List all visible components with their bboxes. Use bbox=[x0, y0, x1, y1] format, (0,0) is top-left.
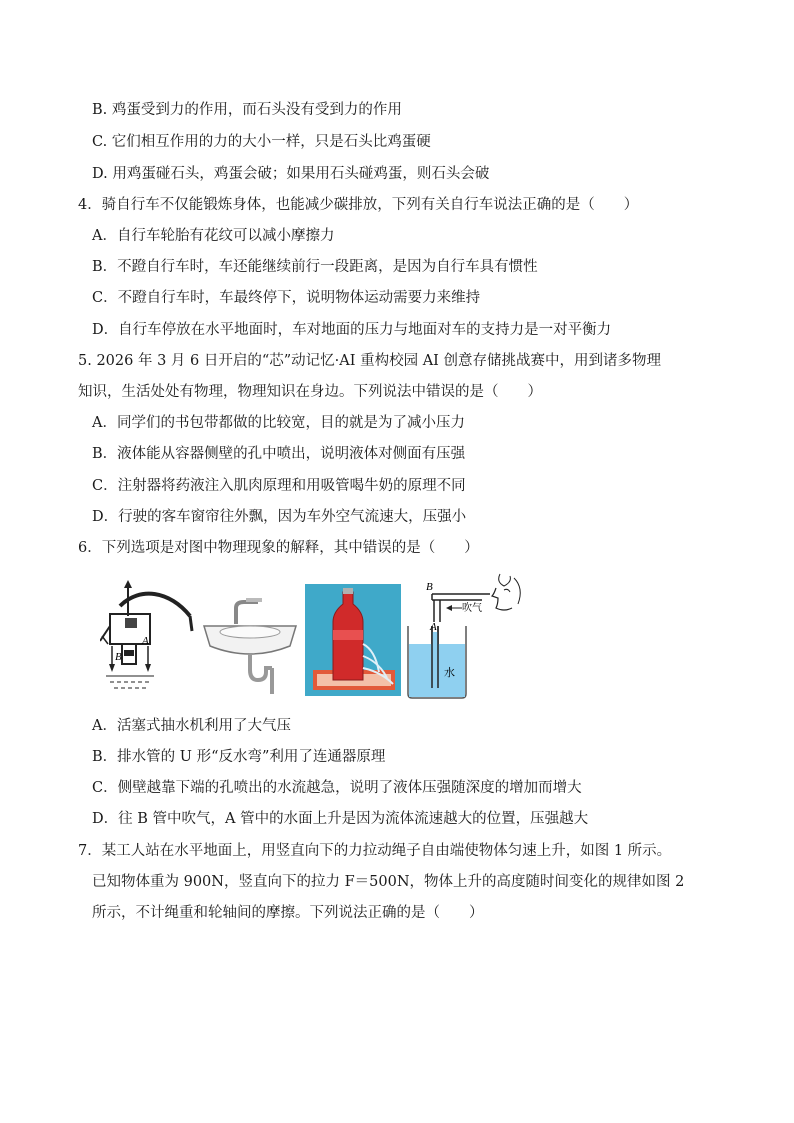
option-text: 液体能从容器侧壁的孔中喷出，说明液体对侧面有压强 bbox=[117, 446, 466, 462]
tube-label-a: A bbox=[430, 621, 437, 633]
blow-label: 吹气 bbox=[462, 603, 482, 614]
option-text: 用鸡蛋碰石头，鸡蛋会破；如果用石头碰鸡蛋，则石头会破 bbox=[112, 166, 490, 182]
pump-label-a: A bbox=[142, 635, 149, 647]
q6-option-b bbox=[92, 747, 385, 767]
q6-option-c bbox=[92, 778, 582, 798]
option-letter: D. bbox=[92, 166, 108, 182]
q5-option-d bbox=[92, 507, 466, 527]
option-text: 行驶的客车窗帘往外飘，因为车外空气流速大，压强小 bbox=[118, 509, 467, 525]
option-text: 自行车轮胎有花纹可以减小摩擦力 bbox=[116, 228, 335, 244]
option-letter: B． bbox=[92, 446, 118, 462]
option-letter: C. bbox=[92, 134, 108, 150]
option-text: 往 B 管中吹气，A 管中的水面上升是因为流体流速越大的位置，压强越大 bbox=[118, 811, 589, 827]
option-letter: A． bbox=[92, 718, 117, 734]
option-text: 不蹬自行车时，车还能继续前行一段距离，是因为自行车具有惯性 bbox=[117, 259, 538, 275]
q5-stem-line1: 5. 2026 年 3 月 6 日开启的“芯”动记忆·AI 重构校园 AI 创意存储挑战赛中，用到诸多物理 bbox=[78, 353, 661, 369]
option-letter: A． bbox=[92, 415, 117, 431]
option-letter: D． bbox=[92, 811, 119, 827]
q7-stem-line1: 7．某工人站在水平地面上，用竖直向下的力拉动绳子自由端使物体匀速上升，如图 1 所示。 bbox=[78, 843, 672, 859]
q5-stem-line2: 知识，生活处处有物理，物理知识在身边。下列说法中错误的是（ ） bbox=[78, 384, 542, 400]
blow-tube-figure bbox=[400, 568, 530, 700]
option-text: 注射器将药液注入肌肉原理和用吸管喝牛奶的原理不同 bbox=[117, 478, 466, 494]
option-text: 它们相互作用的力的大小一样，只是石头比鸡蛋硬 bbox=[111, 134, 431, 150]
option-text: 排水管的 U 形“反水弯”利用了连通器原理 bbox=[117, 749, 386, 765]
tube-label-b: B bbox=[426, 581, 433, 593]
option-text: 同学们的书包带都做的比较宽，目的就是为了减小压力 bbox=[116, 415, 465, 431]
bottle-holes-figure bbox=[305, 584, 401, 696]
option-letter: C． bbox=[92, 780, 118, 796]
q6-stem: 6．下列选项是对图中物理现象的解释，其中错误的是（ ） bbox=[78, 540, 479, 556]
q4-option-c bbox=[92, 288, 480, 308]
option-text: 不蹬自行车时，车最终停下，说明物体运动需要力来维持 bbox=[117, 290, 481, 306]
option-letter: A． bbox=[92, 228, 117, 244]
q6-figure-strip bbox=[100, 568, 540, 700]
q4-option-b bbox=[92, 257, 538, 277]
pump-label-b: B bbox=[115, 651, 122, 663]
option-text: 鸡蛋受到力的作用，而石头没有受到力的作用 bbox=[111, 102, 402, 118]
q6-option-a bbox=[92, 716, 291, 736]
option-letter: B． bbox=[92, 749, 118, 765]
q3-option-d bbox=[92, 164, 489, 184]
option-letter: C． bbox=[92, 290, 118, 306]
q4-option-d bbox=[92, 320, 611, 340]
q4-stem: 4．骑自行车不仅能锻炼身体，也能减少碳排放，下列有关自行车说法正确的是（ ） bbox=[78, 197, 639, 213]
option-letter: D． bbox=[92, 509, 119, 525]
option-text: 自行车停放在水平地面时，车对地面的压力与地面对车的支持力是一对平衡力 bbox=[118, 322, 612, 338]
q4-option-a bbox=[92, 226, 334, 246]
option-letter: C． bbox=[92, 478, 118, 494]
option-letter: B． bbox=[92, 259, 118, 275]
q5-option-b bbox=[92, 444, 465, 464]
q7-stem-line2: 已知物体重为 900N，竖直向下的拉力 F＝500N，物体上升的高度随时间变化的规律如图 2 bbox=[92, 874, 685, 890]
option-text: 活塞式抽水机利用了大气压 bbox=[116, 718, 291, 734]
water-label: 水 bbox=[444, 666, 455, 679]
q7-stem-line3: 所示，不计绳重和轮轴间的摩擦。下列说法正确的是（ ） bbox=[92, 905, 484, 921]
q5-option-a bbox=[92, 413, 465, 433]
sink-u-trap-figure bbox=[200, 598, 300, 698]
q6-option-d bbox=[92, 809, 588, 829]
q3-option-c bbox=[92, 132, 431, 152]
option-letter: D． bbox=[92, 322, 119, 338]
q5-option-c bbox=[92, 476, 466, 496]
option-text: 侧壁越靠下端的孔喷出的水流越急，说明了液体压强随深度的增加而增大 bbox=[117, 780, 582, 796]
q3-option-b bbox=[92, 100, 402, 120]
option-letter: B. bbox=[92, 102, 108, 118]
piston-pump-figure bbox=[100, 576, 200, 696]
